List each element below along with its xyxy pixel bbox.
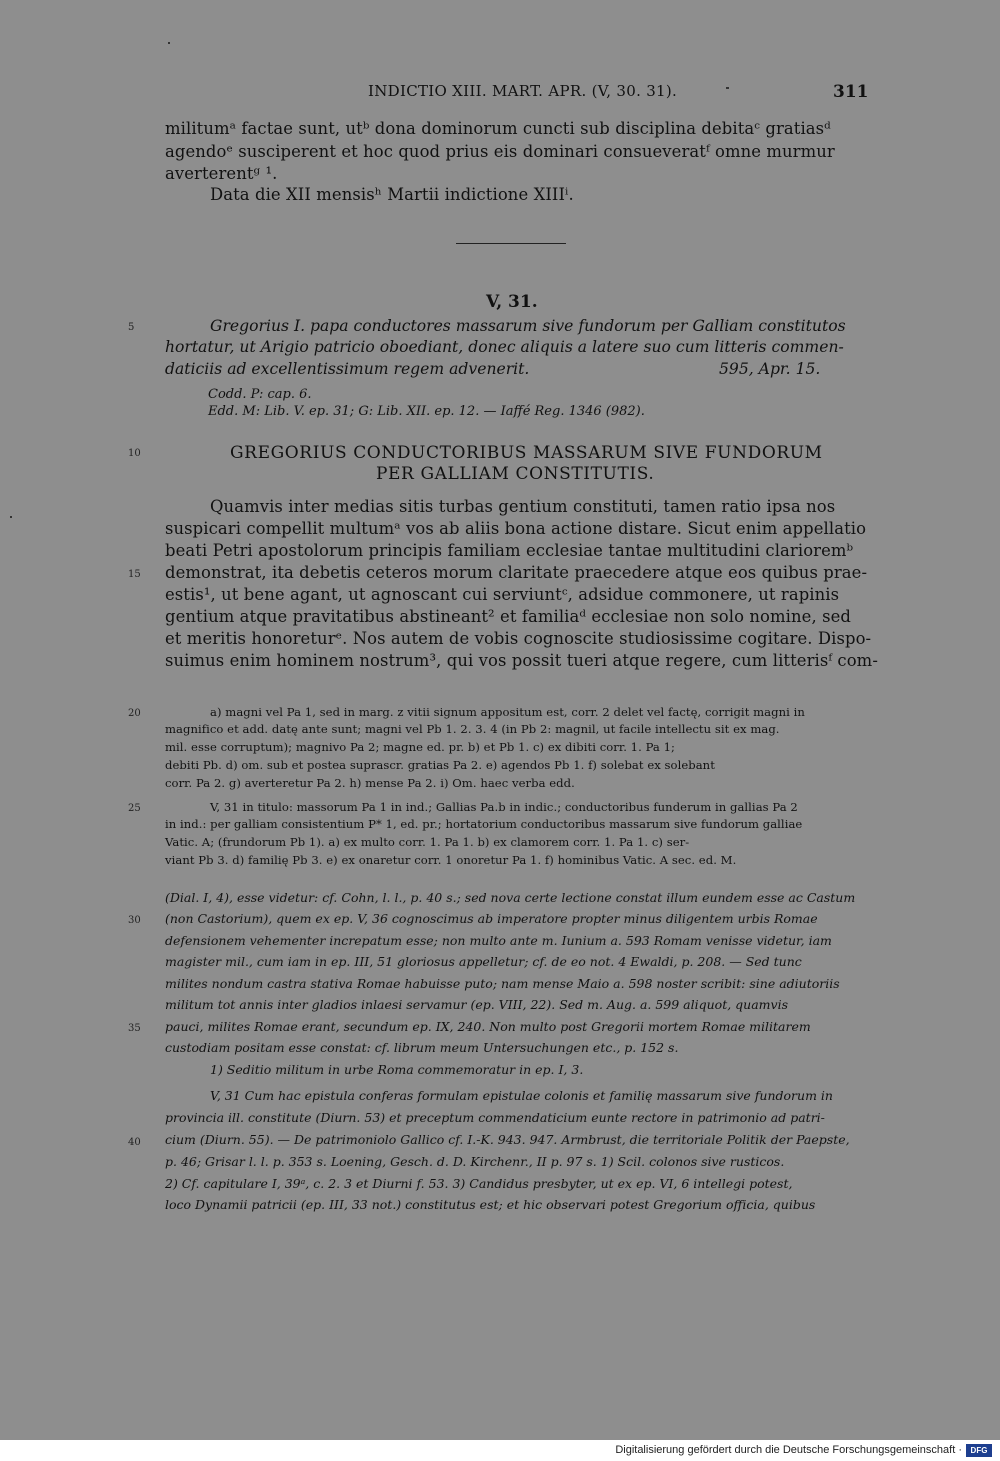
commentary-line: milites nondum castra stativa Romae habuisse puto; nam mense Maio a. 598 noster scribit: sine adiutoriis <box>165 976 840 991</box>
text-line: estis¹, ut bene agant, ut agnoscant cui serviuntᶜ, adsidue commonere, ut rapinis <box>165 585 840 604</box>
commentary-line: (non Castorium), quem ex ep. V, 36 cognoscimus ab imperatore propter minus diligentem urbis Romae <box>165 911 818 926</box>
line-number: 40 <box>128 1137 141 1148</box>
apparatus-line: debiti Pb. d) om. sub et postea suprascr. gratias Pa 2. e) agendos Pb 1. f) solebat ex solebant <box>165 758 715 772</box>
page-number: 311 <box>833 82 869 102</box>
text-line: agendoᵉ susciperent et hoc quod prius eis dominari consueveratᶠ omne murmur <box>165 142 835 161</box>
apparatus-line: corr. Pa 2. g) averteretur Pa 2. h) mense Pa 2. i) Om. haec verba edd. <box>165 776 575 790</box>
commentary-line: pauci, milites Romae erant, secundum ep. IX, 240. Non multo post Gregorii mortem Romae militarem <box>165 1019 811 1034</box>
text-line: Quamvis inter medias sitis turbas gentium constituti, tamen ratio ipsa nos <box>210 497 836 516</box>
scan-speck <box>10 516 12 518</box>
line-number: 35 <box>128 1023 141 1034</box>
commentary-line: magister mil., cum iam in ep. III, 51 gloriosus appelletur; cf. de eo not. 4 Ewaldi, p. 208. — Sed tunc <box>165 954 802 969</box>
funding-footer <box>0 1440 1000 1461</box>
line-number: 20 <box>128 708 141 719</box>
scan-speck <box>726 87 729 89</box>
commentary-line: 2) Cf. capitulare I, 39ᵃ, c. 2. 3 et Diurni f. 53. 3) Candidus presbyter, ut ex ep. VI, 6 intellegi potest, <box>165 1176 793 1191</box>
line-number: 5 <box>128 322 135 333</box>
line-number: 25 <box>128 803 141 814</box>
summary-line: hortatur, ut Arigio patricio oboediant, donec aliquis a latere suo cum litteris commen- <box>165 338 844 356</box>
text-line: et meritis honoreturᵉ. Nos autem de vobis cognoscite studiosissime cogitare. Dispo- <box>165 629 872 648</box>
text-line: militumᵃ factae sunt, utᵇ dona dominorum cuncti sub disciplina debitaᶜ gratiasᵈ <box>165 119 831 138</box>
apparatus-line: mil. esse corruptum); magnivo Pa 2; magne ed. pr. b) et Pb 1. c) ex dibiti corr. 1. Pa 1; <box>165 740 675 754</box>
text-line: suimus enim hominem nostrum³, qui vos possit tueri atque regere, cum litterisᶠ com- <box>165 651 878 670</box>
commentary-line: custodiam positam esse constat: cf. librum meum Untersuchungen etc., p. 152 s. <box>165 1040 679 1055</box>
commentary-line: defensionem vehementer increpatum esse; non multo ante m. Iunium a. 593 Romam venisse videtur, iam <box>165 933 832 948</box>
text-line: suspicari compellit multumᵃ vos ab aliis bona actione distare. Sicut enim appellatio <box>165 519 867 538</box>
line-number: 10 <box>128 448 141 459</box>
commentary-line: cium (Diurn. 55). — De patrimoniolo Gallico cf. I.-K. 943. 947. Armbrust, die territoriale Politik der Paepste, <box>165 1132 850 1147</box>
separator-rule <box>456 243 566 244</box>
text-line: beati Petri apostolorum principis familiam ecclesiae tantae multitudini clarioremᵇ <box>165 541 854 560</box>
text-line: demonstrat, ita debetis ceteros morum claritate praecedere atque eos quibus prae- <box>165 563 868 582</box>
commentary-line: (Dial. I, 4), esse videtur: cf. Cohn, l. l., p. 40 s.; sed nova certe lectione constat illum eundem esse ac Castum <box>165 890 856 905</box>
line-number: 15 <box>128 569 141 580</box>
funding-notice: Digitalisierung gefördert durch die Deutsche Forschungsgemeinschaft · <box>615 1444 962 1456</box>
summary-line: daticiis ad excellentissimum regem advenerit. <box>165 360 530 378</box>
text-line: averterentᵍ ¹. <box>165 164 278 183</box>
scan-speck <box>168 42 170 44</box>
apparatus-line: V, 31 in titulo: massorum Pa 1 in ind.; Gallias Pa.b in indic.; conductoribus funderum in gallias Pa 2 <box>210 800 798 814</box>
codices-line: Codd. P: cap. 6. <box>208 387 312 402</box>
date-line: Data die XII mensisʰ Martii indictione XIIIⁱ. <box>210 185 574 204</box>
commentary-line: V, 31 Cum hac epistula conferas formulam epistulae colonis et familię massarum sive fundorum in <box>210 1088 833 1103</box>
summary-line: Gregorius I. papa conductores massarum sive fundorum per Galliam constitutos <box>210 317 846 335</box>
address-heading: PER GALLIAM CONSTITUTIS. <box>376 464 655 484</box>
letter-number: V, 31. <box>486 292 538 312</box>
editions-line: Edd. M: Lib. V. ep. 31; G: Lib. XII. ep. 12. — Iaffé Reg. 1346 (982). <box>208 404 645 419</box>
line-number: 30 <box>128 915 141 926</box>
running-title: INDICTIO XIII. MART. APR. (V, 30. 31). <box>368 82 678 100</box>
apparatus-line: a) magni vel Pa 1, sed in marg. z vitii signum appositum est, corr. 2 delet vel factę, corrigit magni in <box>210 705 805 719</box>
commentary-line: p. 46; Grisar l. l. p. 353 s. Loening, Gesch. d. D. Kirchenr., II p. 97 s. 1) Scil. colonos sive rusticos. <box>165 1154 785 1169</box>
apparatus-line: viant Pb 3. d) familię Pb 3. e) ex onaretur corr. 1 onoretur Pa 1. f) hominibus Vatic. A sec. ed. M. <box>165 853 737 867</box>
apparatus-line: magnifico et add. datę ante sunt; magni vel Pb 1. 2. 3. 4 (in Pb 2: magnil, ut facile intellectu sit ex mag. <box>165 722 780 736</box>
text-line: gentium atque pravitatibus abstineant² et familiaᵈ ecclesiae non solo nomine, sed <box>165 607 851 626</box>
apparatus-line: in ind.: per galliam consistentium P* 1, ed. pr.; hortatorium conductoribus massarum sive fundorum galliae <box>165 817 803 831</box>
commentary-line: loco Dynamii patricii (ep. III, 33 not.) constitutus est; et hic observari potest Gregorium officia, quibus <box>165 1197 816 1212</box>
letter-date: 595, Apr. 15. <box>719 360 821 378</box>
commentary-line: 1) Seditio militum in urbe Roma commemoratur in ep. I, 3. <box>210 1062 584 1077</box>
apparatus-line: Vatic. A; (frundorum Pb 1). a) ex multo corr. 1. Pa 1. b) ex clamorem corr. 1. Pa 1. c) ser- <box>165 835 690 849</box>
address-heading: GREGORIUS CONDUCTORIBUS MASSARUM SIVE FUNDORUM <box>230 443 823 463</box>
commentary-line: militum tot annis inter gladios inlaesi servamur (ep. VIII, 22). Sed m. Aug. a. 599 aliquot, quamvis <box>165 997 789 1012</box>
dfg-logo-icon: DFG <box>966 1444 992 1457</box>
commentary-line: provincia ill. constitute (Diurn. 53) et preceptum commendaticium eunte rectore in patrimonio ad patri- <box>165 1110 825 1125</box>
